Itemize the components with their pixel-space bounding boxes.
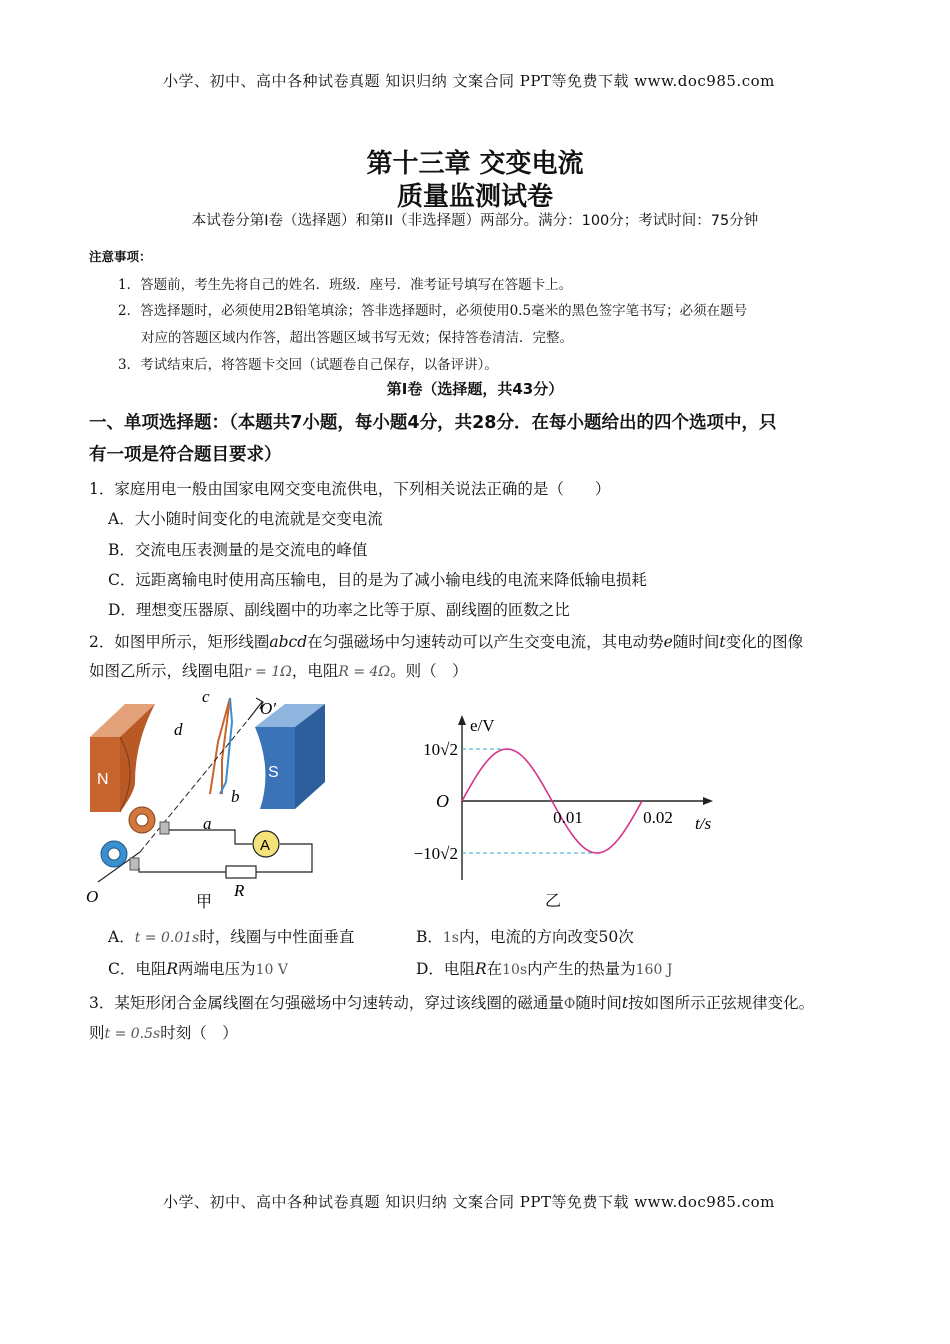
caption-yi: 乙 <box>545 891 562 910</box>
rotation-axis <box>140 720 248 852</box>
q1-option-a: A．大小随时间变化的电流就是交变电流 <box>108 510 383 528</box>
page-title: 第十三章 交变电流 <box>366 149 584 179</box>
figure-jia <box>80 682 340 912</box>
x-axis-arrow <box>703 797 713 805</box>
magnet-s <box>255 704 325 809</box>
caption-jia: 甲 <box>196 892 213 911</box>
q2-option-b: B．1s内，电流的方向改变50次 <box>416 928 634 946</box>
q1-option-d: D．理想变压器原、副线圈中的功率之比等于原、副线圈的匝数之比 <box>108 601 570 619</box>
figure-yi-chart <box>395 710 725 910</box>
page-subtitle-title: 质量监测试卷 <box>396 182 553 212</box>
label-d: d <box>174 720 183 739</box>
notice-item-2-cont: 对应的答题区域内作答，超出答题区域书写无效；保持答卷清洁．完整。 <box>141 330 573 346</box>
part1-heading: 第Ⅰ卷（选择题，共43分） <box>386 380 564 398</box>
q1-option-c: C．远距离输电时使用高压输电，目的是为了减小输电线的电流来降低输电损耗 <box>108 571 647 589</box>
q2-option-c: C．电阻R两端电压为10 V <box>108 960 288 978</box>
y-axis-label: e/V <box>470 716 495 735</box>
label-o: O <box>86 887 99 906</box>
label-b: b <box>231 787 240 806</box>
q1-option-b: B．交流电压表测量的是交流电的峰值 <box>108 541 368 559</box>
x-tick-2: 0.02 <box>643 808 673 827</box>
section1-heading-cont: 有一项是符合题目要求） <box>89 445 282 465</box>
q2-stem-line2: 如图乙所示，线圈电阻r = 1Ω，电阻R = 4Ω。则（ ） <box>89 662 468 680</box>
y-tick-bottom: −10√2 <box>413 844 458 863</box>
label-s: S <box>268 764 279 781</box>
notice-item-2: 2．答选择题时，必须使用2B铅笔填涂；答非选择题时，必须使用0.5毫米的黑色签字笔书写；必须在题号 <box>118 303 748 319</box>
notice-item-1: 1．答题前，考生先将自己的姓名．班级．座号．准考证号填写在答题卡上。 <box>118 277 573 293</box>
page-footer: 小学、初中、高中各种试卷真题 知识归纳 文案合同 PPT等免费下载 www.doc985.com <box>163 1193 775 1211</box>
wire-lower <box>139 868 226 872</box>
q3-stem-line1: 3．某矩形闭合金属线圈在匀强磁场中匀速转动，穿过该线圈的磁通量Φ随时间t按如图所示正弦规律变化。 <box>89 994 815 1012</box>
q1-stem: 1．家庭用电一般由国家电网交变电流供电，下列相关说法正确的是（ ） <box>89 480 611 498</box>
label-c: c <box>202 687 210 706</box>
origin-label: O <box>436 791 449 811</box>
q2-option-d: D．电阻R在10s内产生的热量为160 J <box>416 960 673 978</box>
label-a: a <box>203 814 212 833</box>
x-axis-label: t/s <box>695 814 712 833</box>
notice-heading: 注意事项： <box>89 249 152 264</box>
y-axis-arrow <box>458 715 466 725</box>
q2-stem-line1: 2．如图甲所示，矩形线圈abcd在匀强磁场中匀速转动可以产生交变电流，其电动势e随时间t变化的图像 <box>89 633 804 651</box>
x-tick-1: 0.01 <box>553 808 583 827</box>
notice-item-3: 3．考试结束后，将答题卡交回（试题卷自己保存，以备评讲）。 <box>118 357 498 373</box>
magnet-n <box>90 704 155 812</box>
label-r: R <box>234 881 245 900</box>
ammeter-label: A <box>260 837 271 854</box>
q2-option-a: A．t = 0.01s时，线圈与中性面垂直 <box>108 928 355 946</box>
page-header: 小学、初中、高中各种试卷真题 知识归纳 文案合同 PPT等免费下载 www.doc985.com <box>163 72 775 90</box>
label-n: N <box>97 771 109 788</box>
exam-info: 本试卷分第I卷（选择题）和第II（非选择题）两部分。满分：100分；考试时间：75分钟 <box>191 213 759 229</box>
y-tick-top: 10√2 <box>423 740 458 759</box>
label-o-prime: O′ <box>260 699 276 718</box>
q3-stem-line2: 则t = 0.5s时刻（ ） <box>89 1024 238 1042</box>
section1-heading: 一、单项选择题：（本题共7小题，每小题4分，共28分．在每小题给出的四个选项中，只 <box>89 413 777 433</box>
resistor <box>226 866 256 878</box>
